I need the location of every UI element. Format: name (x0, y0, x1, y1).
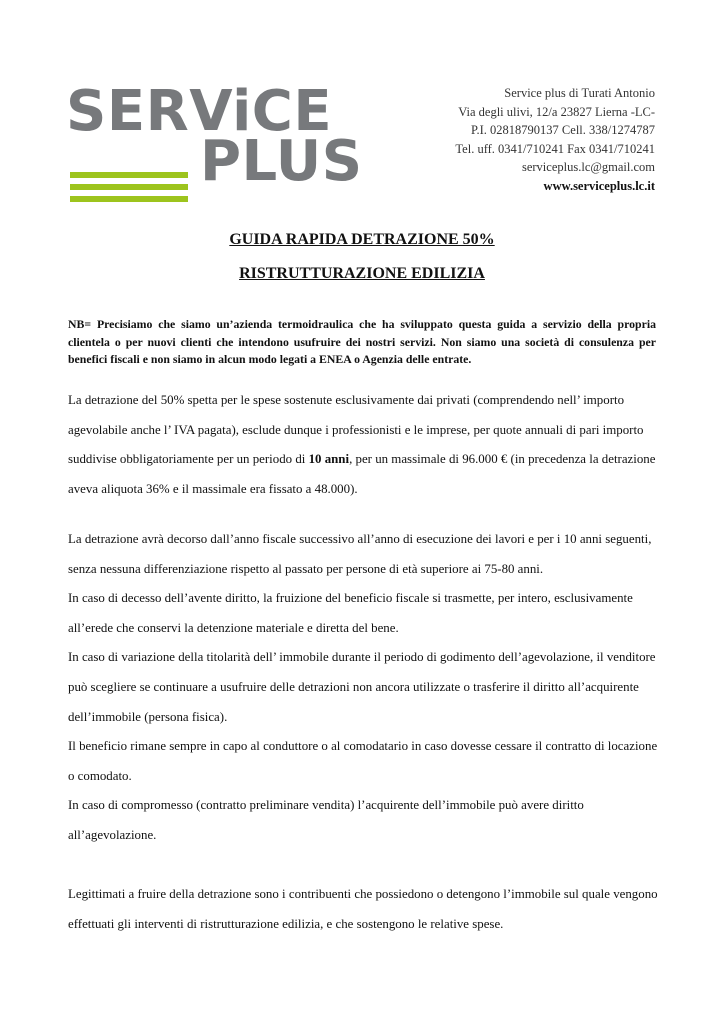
company-phone-fax: Tel. uff. 0341/710241 Fax 0341/710241 (455, 141, 655, 156)
rule-start-year: La detrazione avrà decorso dall’anno fiscale successivo all’anno di esecuzione dei lavori e per i 10 anni seguenti, senza nessuna differenziazione rispetto al passato per persone di età superiore ai 75-80 anni. (68, 532, 652, 576)
company-vat-cell: P.I. 02818790137 Cell. 338/1274787 (470, 123, 655, 137)
logo-word-plus: PLUS (200, 129, 363, 194)
nb-disclaimer: NB= Precisiamo che siamo un’azienda termoidraulica che ha sviluppato questa guida a servizio della propria clientela o per nuovi clienti che intendono usufruire dei nostri servizi. Non siamo una società di consulenza per benefici fiscali e non siamo in alcun modo legati a ENEA o Agenzia delle entrate. (68, 317, 656, 366)
logo-bar-2 (70, 184, 188, 190)
logo-bar-1 (70, 172, 188, 178)
document-subtitle: RISTRUTTURAZIONE EDILIZIA (239, 265, 485, 282)
rule-tenant: Il beneficio rimane sempre in capo al conduttore o al comodatario in caso dovesse cessare il contratto di locazione o comodato. (68, 739, 658, 783)
paragraph-deduction-rules (68, 525, 660, 851)
document-title: GUIDA RAPIDA DETRAZIONE 50% (229, 231, 495, 248)
paragraph-1-text-a: La detrazione del 50% spetta per le spese sostenute esclusivamente dai privati (comprendendo nell’ importo agevolabile anche l’ IVA pagata), esclude dunque i professionisti e le imprese, per quote annuali di pari importo suddivise obbligatoriamente per un periodo di (68, 393, 644, 467)
company-name: Service plus di Turati Antonio (504, 86, 655, 100)
company-email[interactable]: serviceplus.lc@gmail.com (521, 160, 655, 174)
company-website[interactable]: www.serviceplus.lc.it (543, 178, 655, 193)
company-logo (66, 79, 363, 194)
logo-bar-3 (70, 196, 188, 202)
rule-preliminary-contract: In caso di compromesso (contratto preliminare vendita) l’acquirente dell’immobile può avere diritto all’agevolazione. (68, 798, 584, 842)
paragraph-1-text-b: , per un massimale di 96.000 € (in precedenza la detrazione aveva aliquota 36% e il massimale era fissato a 48.000). (68, 452, 656, 496)
rule-ownership-change: In caso di variazione della titolarità dell’ immobile durante il periodo di godimento dell’agevolazione, il venditore può scegliere se continuare a usufruire delle detrazioni non ancora utilizzate o trasferire il diritto all’acquirente dell’immobile (persona fisica). (68, 650, 656, 724)
contact-block (455, 84, 655, 195)
rule-death: In caso di decesso dell’avente diritto, la fruizione del beneficio fiscale si trasmette, per intero, esclusivamente all’erede che conservi la detenzione materiale e diretta del bene. (68, 591, 633, 635)
paragraph-eligibility: Legittimati a fruire della detrazione sono i contribuenti che possiedono o detengono l’immobile sul quale vengono effettuati gli interventi di ristrutturazione edilizia, e che sostengono le relative spese. (68, 887, 658, 931)
paragraph-deduction-intro (68, 386, 660, 504)
logo-word-service: SERViCE (66, 79, 333, 144)
company-address: Via degli ulivi, 12/a 23827 Lierna -LC- (458, 104, 655, 119)
paragraph-1-bold: 10 anni (308, 452, 350, 467)
